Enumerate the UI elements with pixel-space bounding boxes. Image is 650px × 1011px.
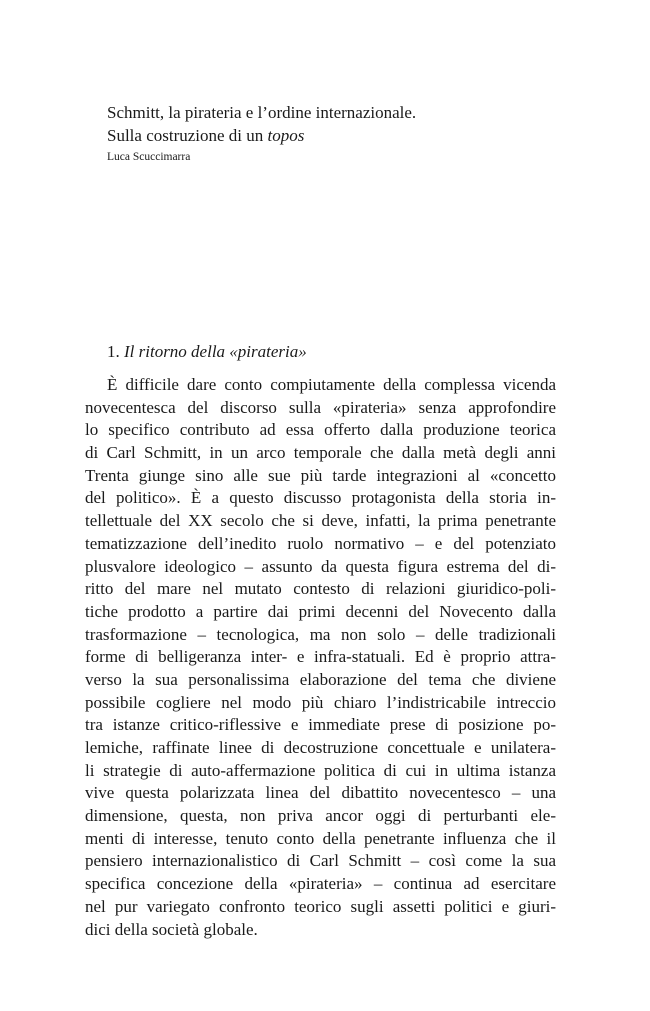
paragraph-line: possibile cogliere nel modo più chiaro l’indistricabile intreccio [85, 692, 556, 712]
paragraph-line: tra istanze critico-riflessive e immediate prese di posizione po- [85, 715, 556, 735]
paragraph-line: lemiche, raffinate linee di decostruzione concettuale e unilatera- [85, 738, 556, 757]
paragraph-line: dici della società globale. [85, 919, 258, 939]
paragraph-line: dimensione, questa, non priva ancor oggi di perturbanti ele- [85, 806, 556, 826]
paragraph-line: tellettuale del XX secolo che si deve, infatti, la prima penetrante [85, 511, 556, 531]
paragraph-line: Trenta giunge sino alle sue più tarde integrazioni al «concetto [85, 465, 556, 485]
paragraph-line: verso la sua personalissima elaborazione del tema che diviene [85, 669, 556, 689]
paragraph-line: plusvalore ideologico – assunto da questa figura estrema del di- [85, 556, 556, 576]
paragraph-line: di Carl Schmitt, in un arco temporale che dalla metà degli anni [85, 443, 556, 463]
paragraph-line: tematizzazione dell’inedito ruolo normativo – e del potenziato [85, 533, 556, 553]
paragraph-line: li strategie di auto-affermazione politica di cui in ultima istanza [85, 760, 556, 780]
paragraph-line: trasformazione – tecnologica, ma non solo – delle tradizionali [85, 624, 556, 644]
article-title-italic: topos [267, 126, 305, 145]
section-number: 1. [107, 342, 120, 361]
paragraph-line: del politico». È a questo discusso protagonista della storia in- [85, 488, 556, 508]
section-heading [107, 340, 307, 364]
article-title-line-1: Schmitt, la pirateria e l’ordine internazionale. [107, 103, 417, 122]
paragraph-line: vive questa polarizzata linea del dibattito novecentesco – una [85, 783, 556, 803]
paragraph-line: novecentesca del discorso sulla «pirateria» senza approfondire [85, 397, 556, 417]
article-title-prefix: Sulla costruzione di un [107, 126, 268, 145]
paragraph-line: È difficile dare conto compiutamente della complessa vicenda [107, 375, 556, 394]
paragraph-line: pensiero internazionalistico di Carl Schmitt – così come la sua [85, 851, 556, 871]
paragraph-line: forme di belligeranza inter- e infra-statuali. Ed è proprio attra- [85, 647, 556, 667]
paragraph-line: lo specifico contributo ad essa offerto dalla produzione teorica [85, 420, 556, 440]
section-title: Il ritorno della «pirateria» [124, 342, 307, 361]
paragraph-line: nel pur variegato confronto teorico sugli assetti politici e giuri- [85, 896, 556, 916]
paragraph-line: menti di interesse, tenuto conto della penetrante influenza che il [85, 828, 556, 848]
article-title-block [107, 101, 547, 165]
paragraph-line: specifica concezione della «pirateria» – continua ad esercitare [85, 874, 556, 894]
article-author: Luca Scuccimarra [107, 151, 191, 163]
paragraph-line: ritto del mare nel mutato contesto di relazioni giuridico-poli- [85, 579, 556, 599]
article-title-line-2 [107, 124, 547, 147]
paragraph-line: tiche prodotto a partire dai primi decenni del Novecento dalla [85, 601, 556, 621]
body-paragraph [85, 374, 556, 941]
